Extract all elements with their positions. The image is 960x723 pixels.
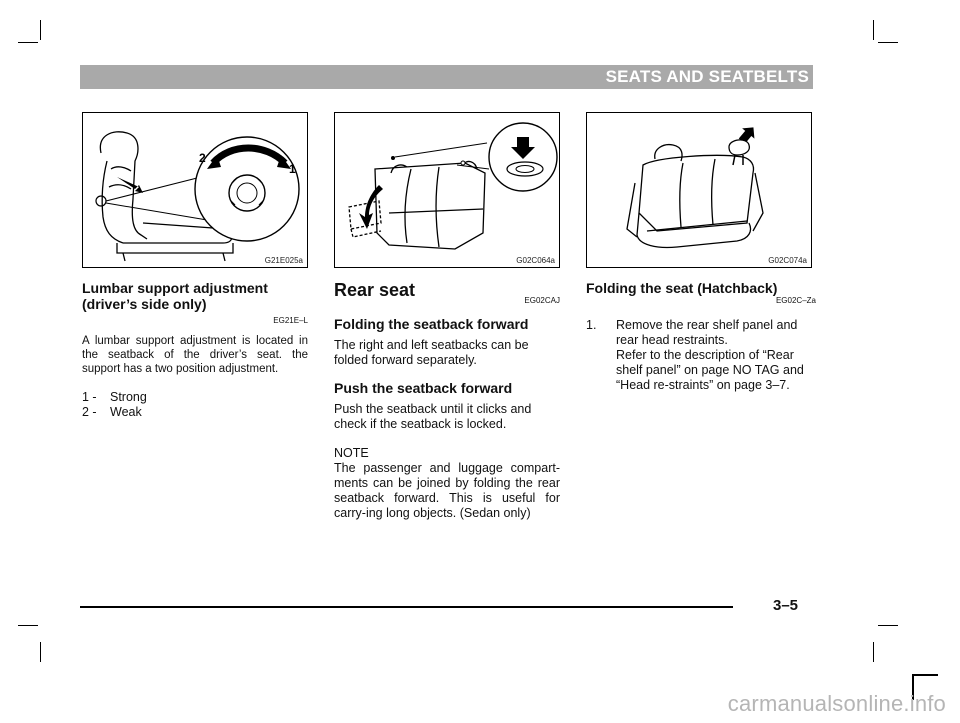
crop-mark [18, 42, 38, 43]
fold-heading: Folding the seatback forward [334, 316, 529, 332]
section-title: SEATS AND SEATBELTS [605, 67, 809, 86]
crop-mark [873, 20, 874, 40]
watermark: carmanualsonline.info [727, 691, 946, 716]
hatchback-section [586, 280, 816, 393]
crop-mark [873, 642, 874, 662]
item-text: Strong [110, 390, 147, 404]
step-number: 1. [586, 318, 597, 332]
page-number: 3–5 [773, 597, 799, 614]
push-heading: Push the seatback forward [334, 380, 513, 396]
lumbar-positions [82, 390, 308, 420]
callout-1: 1 [289, 162, 296, 176]
item-text: Weak [110, 405, 142, 419]
section-code: EG02CAJ [524, 296, 560, 305]
section-header [80, 65, 813, 89]
fold-body: The right and left seatbacks can be folded forward separately. [334, 338, 529, 367]
figure-lumbar-support [82, 112, 308, 268]
crop-mark [878, 625, 898, 626]
hatchback-heading: Folding the seat (Hatchback) [586, 280, 778, 296]
item-number: 1 - [82, 390, 97, 404]
rear-seat-fold-illustration [335, 113, 559, 267]
crop-mark [878, 42, 898, 43]
hatchback-seat-illustration [587, 113, 811, 267]
lumbar-body: A lumbar support adjustment is located in the seatback of the driver’s seat. the support has a two position adjustment. [82, 335, 308, 375]
callout-2: 2 [199, 151, 206, 165]
figure-code: G21E025a [264, 256, 303, 265]
figure-code: G02C074a [768, 256, 807, 265]
section-code: EG02C–Za [775, 296, 816, 305]
figure-rear-seat-fold [334, 112, 560, 268]
figure-hatchback-seat [586, 112, 812, 268]
rear-seat-section [334, 280, 560, 521]
lumbar-seat-illustration [83, 113, 307, 267]
list-item [82, 405, 308, 420]
lumbar-section [82, 280, 308, 420]
step-detail: Refer to the description of “Rear shelf panel” on page NO TAG and “Head re-straints” on page 3–7. [616, 348, 804, 392]
crop-mark [40, 20, 41, 40]
step-content [616, 318, 812, 393]
lumbar-heading: Lumbar support adjustment (driver’s side only) [82, 280, 268, 312]
list-item [82, 390, 308, 405]
note-text: The passenger and luggage compart-ments can be joined by folding the rear seatback forward. This is useful for carry-ing long objects. (Sedan only) [334, 461, 560, 520]
crop-mark [40, 642, 41, 662]
crop-mark [18, 625, 38, 626]
push-body: Push the seatback until it clicks and check if the seatback is locked. [334, 402, 532, 431]
step-item [586, 318, 816, 393]
rear-seat-title: Rear seat [334, 280, 416, 300]
corner-mark [912, 674, 938, 676]
figure-code: G02C064a [516, 256, 555, 265]
section-code: EG21E–L [273, 316, 308, 325]
item-number: 2 - [82, 405, 97, 419]
step-text: Remove the rear shelf panel and rear head restraints. [616, 318, 798, 347]
footer-rule [80, 606, 733, 608]
note-label: NOTE [334, 446, 369, 460]
